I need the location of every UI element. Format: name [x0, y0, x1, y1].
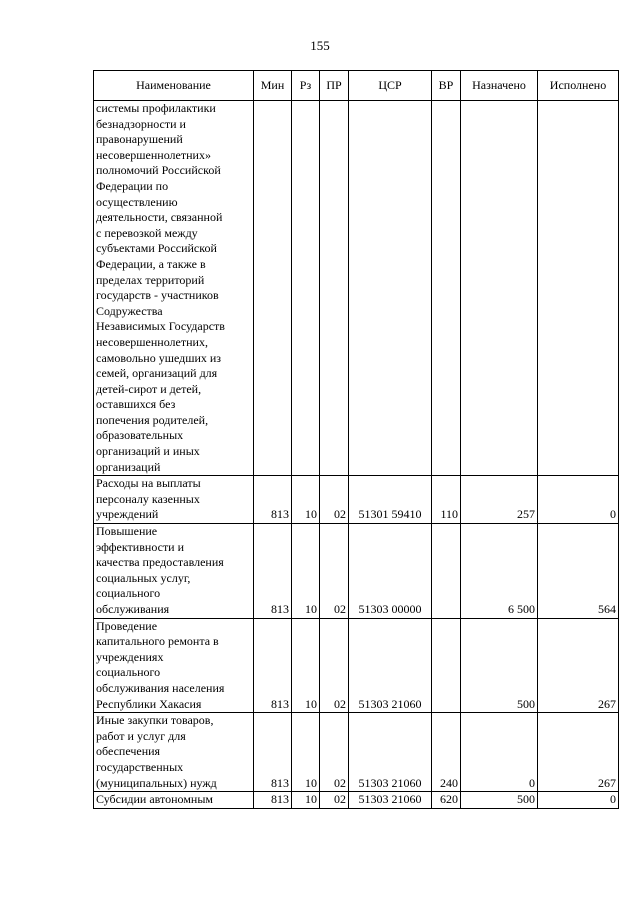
row-assigned: [461, 101, 538, 476]
row-assigned: 6 500: [461, 524, 538, 619]
row-rz: [292, 101, 320, 476]
header-min: Мин: [254, 71, 292, 101]
row-name: системы профилактики безнадзорности и правонарушений несовершеннолетних» полномочий Российской Федерации по осуществлению деятельности, связанной с перевозкой между субъектами Российской Федерации, а также в пределах территорий государств - участников Содружества Независимых Государств несовершеннолетних, самовольно ушедших из семей, организаций для детей-сирот и детей, оставшихся без попечения родителей, образовательных организаций и иных организаций: [94, 101, 254, 476]
row-min: 813: [254, 476, 292, 524]
header-pr: ПР: [320, 71, 349, 101]
row-csr: 51301 59410: [349, 476, 432, 524]
row-csr: 51303 21060: [349, 618, 432, 713]
row-vr: 110: [432, 476, 461, 524]
row-vr: [432, 524, 461, 619]
table-row: [94, 618, 619, 713]
row-pr: [320, 101, 349, 476]
row-vr: 240: [432, 713, 461, 792]
row-pr: 02: [320, 476, 349, 524]
row-rz: 10: [292, 476, 320, 524]
table-row: [94, 101, 619, 476]
row-pr: 02: [320, 713, 349, 792]
page-number: 155: [310, 38, 330, 53]
row-min: 813: [254, 618, 292, 713]
row-name: Иные закупки товаров, работ и услуг для обеспечения государственных (муниципальных) нужд: [94, 713, 254, 792]
header-executed: Исполнено: [538, 71, 619, 101]
row-min: [254, 101, 292, 476]
row-executed: 267: [538, 618, 619, 713]
row-assigned: 0: [461, 713, 538, 792]
row-pr: 02: [320, 618, 349, 713]
row-executed: 564: [538, 524, 619, 619]
row-executed: [538, 101, 619, 476]
row-rz: 10: [292, 618, 320, 713]
row-assigned: 500: [461, 792, 538, 809]
row-pr: 02: [320, 524, 349, 619]
row-csr: 51303 21060: [349, 713, 432, 792]
header-rz: Рз: [292, 71, 320, 101]
row-rz: 10: [292, 713, 320, 792]
header-assigned: Назначено: [461, 71, 538, 101]
row-min: 813: [254, 792, 292, 809]
row-name: Субсидии автономным: [94, 792, 254, 809]
header-name: Наименование: [94, 71, 254, 101]
row-assigned: 500: [461, 618, 538, 713]
row-name: Расходы на выплаты персоналу казенных учреждений: [94, 476, 254, 524]
row-executed: 0: [538, 792, 619, 809]
table-row: [94, 476, 619, 524]
row-csr: [349, 101, 432, 476]
table-row: [94, 524, 619, 619]
row-vr: [432, 101, 461, 476]
row-executed: 0: [538, 476, 619, 524]
row-pr: 02: [320, 792, 349, 809]
row-rz: 10: [292, 792, 320, 809]
row-rz: 10: [292, 524, 320, 619]
row-name: Проведение капитального ремонта в учреждениях социального обслуживания населения Республики Хакасия: [94, 618, 254, 713]
row-vr: [432, 618, 461, 713]
row-min: 813: [254, 524, 292, 619]
row-min: 813: [254, 713, 292, 792]
budget-table: [93, 70, 619, 809]
row-vr: 620: [432, 792, 461, 809]
row-csr: 51303 00000: [349, 524, 432, 619]
header-csr: ЦСР: [349, 71, 432, 101]
header-vr: ВР: [432, 71, 461, 101]
row-name: Повышение эффективности и качества предоставления социальных услуг, социального обслуживания: [94, 524, 254, 619]
row-assigned: 257: [461, 476, 538, 524]
table-header-row: [94, 71, 619, 101]
row-executed: 267: [538, 713, 619, 792]
table-row: [94, 713, 619, 792]
row-csr: 51303 21060: [349, 792, 432, 809]
table-row: [94, 792, 619, 809]
